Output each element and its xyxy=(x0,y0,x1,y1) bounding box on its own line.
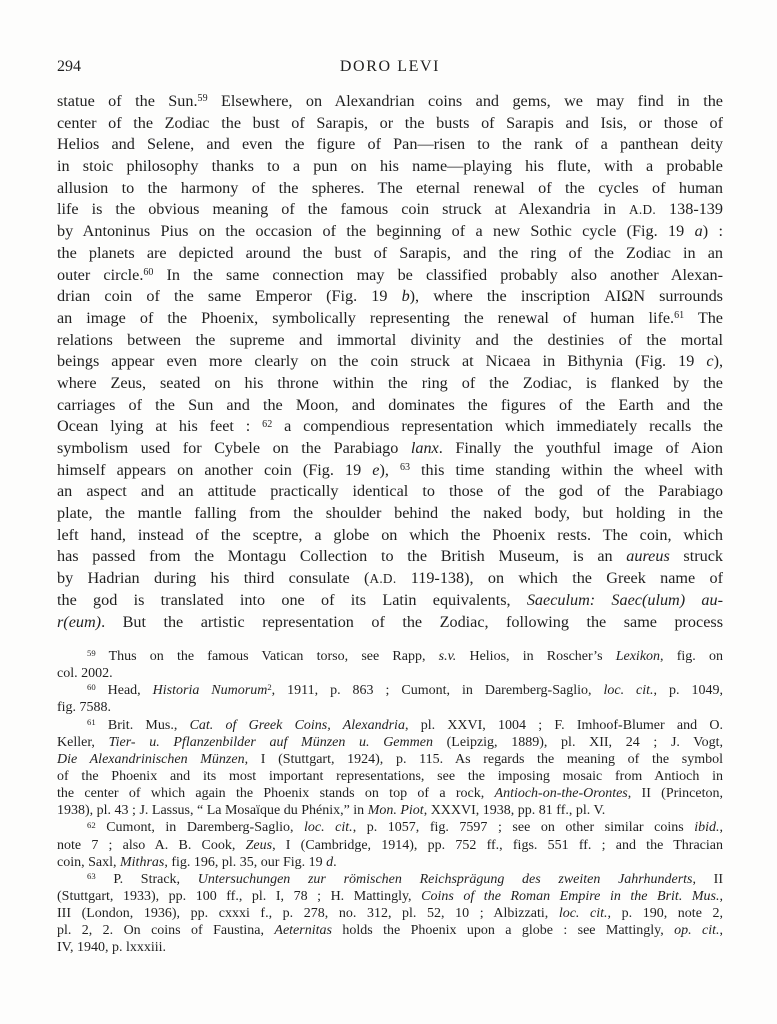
footnote-line xyxy=(57,682,723,699)
text-run: , pl. XXVI, 1004 ; F. Imhoof-Blumer and O. xyxy=(404,717,723,733)
body-line xyxy=(57,460,723,482)
body-line xyxy=(57,265,723,287)
italic-run: Antioch-on-the-Orontes xyxy=(494,786,628,802)
text-run: , XXXVI, 1938, pp. 81 ff., pl. V. xyxy=(423,803,606,819)
footnote-line xyxy=(57,837,723,854)
text-run: , I (Stuttgart, 1924), p. 115. As regards the meaning of the symbol xyxy=(244,751,723,767)
superscript-ref: 62 xyxy=(262,418,273,430)
text-run: , p. 1057, fig. 7597 ; see on other similar coins xyxy=(352,820,695,836)
text-run: has passed from the Montagu Collection to the British Museum, is an xyxy=(57,547,627,566)
body-line xyxy=(57,330,723,352)
text-run: an aspect and an attitude practically identical to those of the god of the Parabiago xyxy=(57,482,723,501)
text-run: Ocean lying at his feet : xyxy=(57,417,263,436)
text-run: Helios and Selene, and even the figure of Pan—risen to the rank of a panthean deity xyxy=(57,135,723,154)
text-run: left hand, instead of the sceptre, a globe on which the Phoenix rests. The coin, which xyxy=(57,525,723,544)
italic-run: b xyxy=(401,287,410,306)
text-run: , 1911, p. 863 ; Cumont, in Daremberg-Saglio, xyxy=(271,683,604,699)
body-line xyxy=(57,221,723,243)
italic-run: aureus xyxy=(626,547,670,566)
footnote-59 xyxy=(57,648,723,682)
body-line xyxy=(57,91,723,113)
italic-run: loc. cit. xyxy=(558,906,608,922)
footnote-line xyxy=(57,939,723,956)
italic-run: Die Alexandrinischen Münzen xyxy=(57,751,245,767)
italic-run: loc. cit. xyxy=(304,820,353,836)
text-run: beings appear even more clearly on the coin struck at Nicaea in Bithynia (Fig. 19 xyxy=(57,352,707,371)
footnote-line xyxy=(57,751,723,768)
text-run: , xyxy=(719,888,723,904)
body-line xyxy=(57,503,723,525)
body-line xyxy=(57,568,723,590)
text-run: ), where the inscription ΑΙΩΝ surrounds xyxy=(409,287,723,306)
text-run: , fig. on xyxy=(660,649,723,664)
italic-run: d xyxy=(326,854,334,870)
text-run: 1938), pl. 43 ; J. Lassus, “ La Mosaïque du Phénix,” in xyxy=(57,803,368,819)
superscript-ref: 59 xyxy=(87,648,96,659)
footnote-line xyxy=(57,871,723,888)
text-run: relations between the supreme and immortal divinity and the destinies of the mortal xyxy=(57,330,723,349)
superscript-ref: 61 xyxy=(674,310,685,322)
text-run: . xyxy=(333,854,337,870)
italic-run: Coins of the Roman Empire in the Brit. Mus. xyxy=(421,888,720,904)
text-run: the god is translated into one of its Latin equivalents, xyxy=(57,590,527,609)
small-caps-run: A.D. xyxy=(369,571,397,587)
body-line xyxy=(57,525,723,547)
footnote-61 xyxy=(57,717,723,820)
superscript-ref: 63 xyxy=(87,870,96,881)
body-line xyxy=(57,546,723,568)
text-run: allusion to the harmony of the spheres. The eternal renewal of the cycles of human xyxy=(57,178,723,197)
italic-run: Saeculum: Saec(ulum) au- xyxy=(526,590,723,609)
body-line xyxy=(57,134,723,156)
text-run: himself appears on another coin (Fig. 19 xyxy=(57,460,373,479)
text-run: Head, xyxy=(95,683,153,699)
footnotes xyxy=(57,648,723,957)
text-run: where Zeus, seated on his throne within the ring of the Zodiac, is flanked by the xyxy=(57,373,723,392)
footnote-line xyxy=(57,648,723,665)
body-line xyxy=(57,178,723,200)
text-run: struck xyxy=(669,547,723,566)
superscript-ref: 60 xyxy=(143,266,154,278)
text-run: Thus on the famous Vatican torso, see Rapp, xyxy=(95,649,439,664)
body-line xyxy=(57,481,723,503)
footnote-line xyxy=(57,888,723,905)
italic-run: op. cit. xyxy=(674,923,720,939)
text-run: Keller, xyxy=(57,734,109,750)
text-run: Brit. Mus., xyxy=(95,717,190,733)
superscript-ref: 63 xyxy=(399,462,410,474)
text-run: coin, Saxl, xyxy=(57,854,120,870)
text-run: carriages of the Sun and the Moon, and dominates the figures of the Earth and the xyxy=(57,395,723,414)
footnote-line xyxy=(57,785,723,802)
italic-run: r(eum) xyxy=(57,612,102,631)
italic-run: Cat. of Greek Coins, Alexandria xyxy=(189,717,405,733)
body-line xyxy=(57,308,723,330)
text-run: (Stuttgart, 1933), pp. 100 ff., pl. I, 78 ; H. Mattingly, xyxy=(57,888,422,904)
italic-run: loc. cit. xyxy=(603,683,654,699)
footnote-62 xyxy=(57,819,723,870)
italic-run: Aeternitas xyxy=(274,923,332,939)
italic-run: Mithras xyxy=(120,854,165,870)
text-run: the planets are depicted around the bust of Sarapis, and the ring of the Zodiac in an xyxy=(57,243,723,262)
body-line xyxy=(57,416,723,438)
text-run: by Hadrian during his third consulate ( xyxy=(57,569,370,588)
footnote-63 xyxy=(57,871,723,957)
italic-run: e xyxy=(372,460,380,479)
text-run: pl. 2, 2. On coins of Faustina, xyxy=(57,923,275,939)
body-line xyxy=(57,395,723,417)
text-run: fig. 7588. xyxy=(57,700,112,716)
text-run: . Finally the youthful image of Aion xyxy=(438,439,723,457)
text-run: in stoic philosophy thanks to a pun on his name—playing his flute, with a probable xyxy=(57,157,723,176)
text-run: , II xyxy=(692,871,723,887)
body-line xyxy=(57,373,723,395)
text-run: symbolism used for Cybele on the Parabiago xyxy=(57,439,411,457)
text-run: drian coin of the same Emperor (Fig. 19 xyxy=(57,287,402,306)
body-line xyxy=(57,286,723,308)
text-run: this time standing within the wheel with xyxy=(409,460,723,479)
italic-run: c xyxy=(706,352,714,371)
text-run: center of the Zodiac the bust of Sarapis, or the busts of Sarapis and Isis, or those of xyxy=(57,113,723,132)
text-run: ), xyxy=(713,352,723,371)
text-run: III (London, 1936), pp. cxxxi f., p. 278, no. 312, pl. 52, 10 ; Albizzati, xyxy=(57,906,559,922)
text-run: , xyxy=(719,923,723,939)
body-line xyxy=(57,612,723,634)
italic-run: Mon. Piot xyxy=(367,803,424,819)
text-run: Cumont, in Daremberg-Saglio, xyxy=(95,820,305,836)
italic-run: ibid. xyxy=(694,820,720,836)
text-run: , II (Princeton, xyxy=(627,786,723,802)
body-line xyxy=(57,438,723,460)
text-run: of the Phoenix and its most important representations, see the imposing mosaic from Antioch in xyxy=(57,768,723,784)
footnote-60 xyxy=(57,682,723,716)
italic-run: Zeus xyxy=(245,837,273,853)
text-run: Elsewhere, on Alexandrian coins and gems, we may find in the xyxy=(207,92,723,110)
italic-run: Lexikon xyxy=(615,649,661,664)
footnote-line xyxy=(57,905,723,922)
superscript-ref: 2 xyxy=(267,682,272,693)
text-run: by Antoninus Pius on the occasion of the beginning of a new Sothic cycle (Fig. 19 xyxy=(57,222,695,241)
footnote-line xyxy=(57,768,723,785)
italic-run: Untersuchungen zur römischen Reichsprägung des zweiten Jahrhunderts xyxy=(197,871,693,887)
text-run: , p. 190, note 2, xyxy=(607,906,724,922)
text-run: In the same connection may be classified probably also another Alexan- xyxy=(153,265,723,284)
italic-run: Historia Numorum xyxy=(152,683,268,699)
italic-run: a xyxy=(694,222,703,241)
running-header: DORO LEVI xyxy=(339,58,441,75)
text-run: P. Strack, xyxy=(95,871,198,887)
text-run: Helios, in Roscher’s xyxy=(456,649,616,664)
text-run: the center of which again the Phoenix stands on top of a rock, xyxy=(57,786,495,802)
text-run: . But the artistic representation of the Zodiac, following the same process xyxy=(101,612,723,631)
footnote-line xyxy=(57,699,723,716)
text-run: note 7 ; also A. B. Cook, xyxy=(57,837,246,853)
text-run: a compendious representation which immediately recalls the xyxy=(272,417,723,436)
footnote-line xyxy=(57,922,723,939)
body-line xyxy=(57,243,723,265)
text-run: ) : xyxy=(702,222,723,241)
text-run: statue of the Sun. xyxy=(57,92,198,110)
page-header xyxy=(57,57,723,79)
text-run: col. 2002. xyxy=(57,666,113,682)
body-line xyxy=(57,156,723,178)
text-run: holds the Phoenix upon a globe : see Mattingly, xyxy=(331,923,675,939)
text-run: an image of the Phoenix, symbolically representing the renewal of human life. xyxy=(57,308,675,327)
footnote-line xyxy=(57,734,723,751)
text-run: plate, the mantle falling from the shoulder behind the naked body, but holding in the xyxy=(57,504,723,523)
body-line xyxy=(57,113,723,135)
superscript-ref: 62 xyxy=(87,819,96,830)
text-run: IV, 1940, p. lxxxiii. xyxy=(57,940,167,956)
body-text xyxy=(57,91,723,633)
italic-run: s.v. xyxy=(438,649,457,664)
text-run: , fig. 196, pl. 35, our Fig. 19 xyxy=(164,854,327,870)
body-line xyxy=(57,590,723,612)
text-run: , I (Cambridge, 1914), pp. 752 ff., figs. 551 ff. ; and the Thracian xyxy=(272,837,723,853)
footnote-line xyxy=(57,802,723,819)
text-run: (Leipzig, 1889), pl. XII, 24 ; J. Vogt, xyxy=(432,734,724,750)
page-number: 294 xyxy=(57,58,81,75)
text-run: , xyxy=(719,820,723,836)
text-run: , p. 1049, xyxy=(653,683,723,699)
text-run: ), xyxy=(379,460,400,479)
italic-run: Tier- u. Pflanzenbilder auf Münzen u. Gemmen xyxy=(108,734,433,750)
superscript-ref: 60 xyxy=(87,682,96,693)
superscript-ref: 61 xyxy=(87,716,96,727)
small-caps-run: A.D. xyxy=(629,202,657,218)
text-run: 138-139 xyxy=(656,200,723,219)
italic-run: lanx xyxy=(410,439,439,457)
text-run: outer circle. xyxy=(57,265,144,284)
footnote-line xyxy=(57,819,723,836)
body-line xyxy=(57,199,723,221)
text-run: 119-138), on which the Greek name of xyxy=(396,569,723,588)
footnote-line xyxy=(57,665,723,682)
footnote-line xyxy=(57,854,723,871)
text-run: life is the obvious meaning of the famous coin struck at Alexandria in xyxy=(57,200,630,219)
body-line xyxy=(57,351,723,373)
text-run: The xyxy=(684,308,723,327)
superscript-ref: 59 xyxy=(197,93,208,105)
footnote-line xyxy=(57,717,723,734)
